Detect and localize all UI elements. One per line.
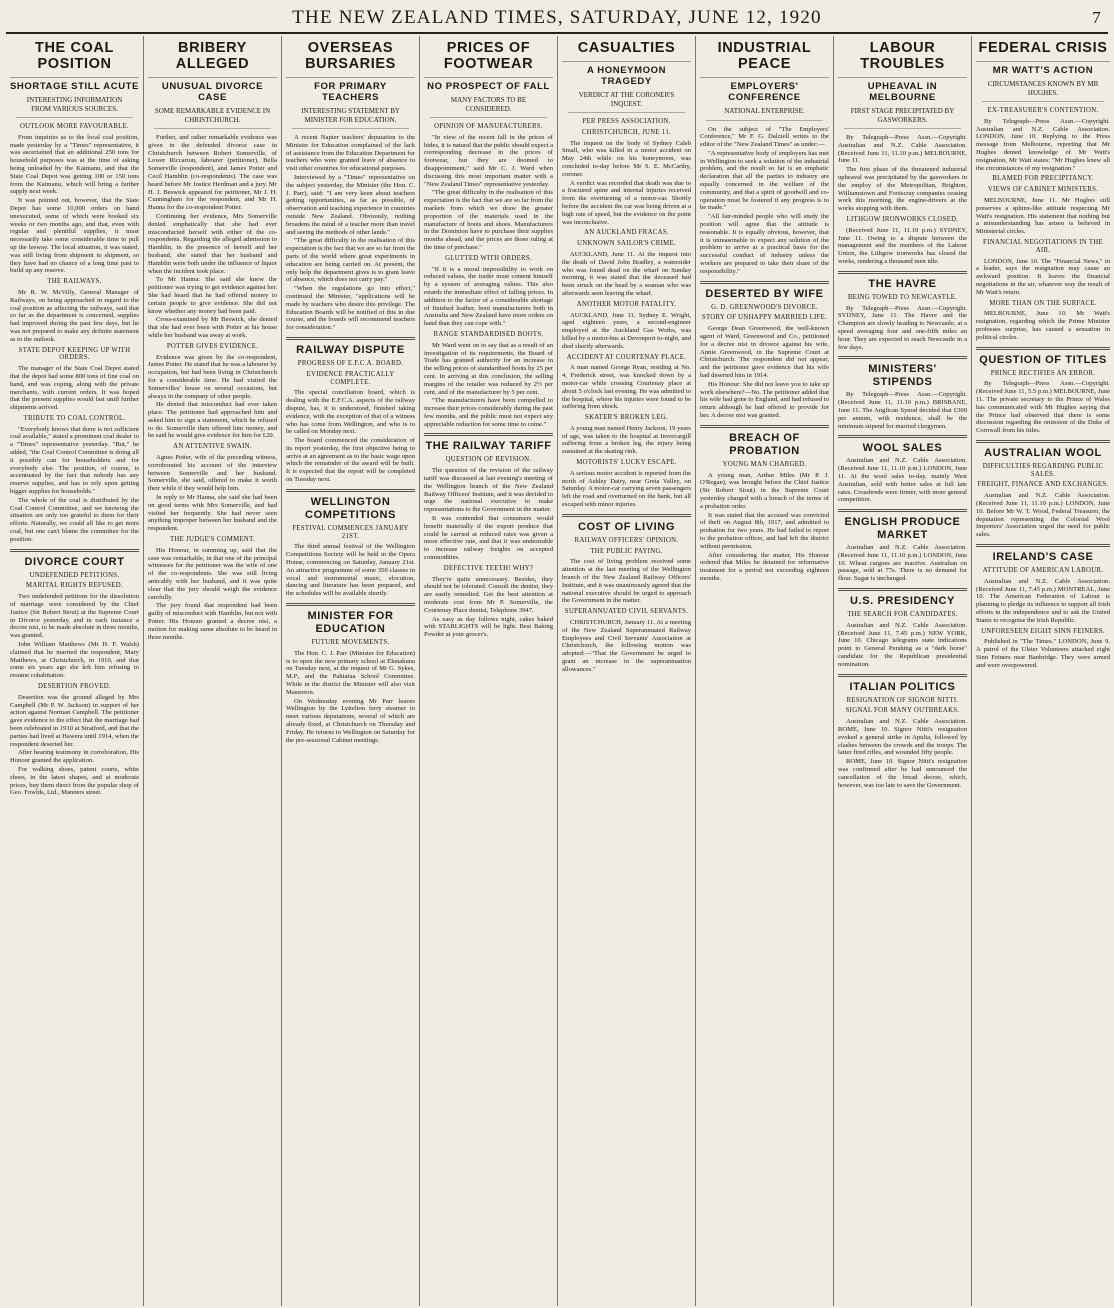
article-headline: AUSTRALIAN WOOL (984, 446, 1102, 459)
article-paragraph: Mr R. W. McVilly, General Manager of Railways, on being approached in regard to the coal position as affecting the railways, said that so far as the department is concerned, supplies had improved during the past few days, but he was not prepared to make any definite statement as to the outlook. (10, 288, 139, 343)
article-paragraph: Evidence was given by the co-respondent, James Potter. He stated that he was a labourer by occupation, but had been living in Christchurch for a considerable time. He had visited the Somervilles' house on several occasions, but always in the company of other people. (148, 353, 277, 400)
article-paragraph: Australian and N.Z. Cable Association. (Received June 11, 7.45 p.m.) NEW YORK, June 10. Chicago telegrams state indications point to General Pershing as a "dark horse" candidate for the Republican presidential nomination. (838, 621, 967, 668)
article-paragraph: By Telegraph—Press Assn.—Copyright. (Received June 11, 5.5 p.m.) MELBOURNE, June 11. The private secretary to the Prince of Wales has communicated with Mr Hughes saying that the Prince had observed that there is some discussion regarding the omission of the Duke of Cornwall from his titles. (976, 380, 1110, 435)
article-paragraph: "When the regulations go into effect," continued the Minister, "applications will be made by teachers who desire this privilege. The Education Boards will be notified of this in due course, and the boards will recommend teachers for consideration." (286, 285, 415, 332)
article-paragraph: The cost of living problem received some attention at the last meeting of the Wellington branch of the New Zealand Railway Officers' Institute, and it was unanimously agreed that the national executive should be urged to approach the Government in the matter. (562, 558, 691, 605)
article-paragraph: Cross-examined by Mr Beswick, she denied that she had ever been with Potter at his house while her husband was away at work. (148, 316, 277, 339)
column-6 (696, 36, 834, 1306)
article-paragraph: The special conciliation board, which is dealing with the E.F.C.A. aspects of the railway dispute, has, it is understood, finished taking evidence, with the exception of that of a witness who has come from Wellington, and who is to be called on Monday next. (286, 389, 415, 436)
article-headline: RAILWAY DISPUTE (296, 343, 405, 356)
article-headline: CASUALTIES (562, 40, 691, 62)
column-rule (562, 514, 691, 517)
section-label: AN ATTENTIVE SWAIN. (173, 443, 252, 451)
article-paragraph: Desertion was the ground alleged by Mrs Campbell (Mr P. W. Jackson) in support of her action against Norman Campbell. The petitioner gave evidence to the effect that the marriage had been celebrated in 1910 at Stratford, and that the parties had lived at Hawera until 1914, when the respondent deserted her. (10, 693, 139, 748)
column-rule (838, 674, 967, 677)
article-headline: IRELAND'S CASE (992, 551, 1094, 564)
section-label: GLUTTED WITH ORDERS. (445, 254, 532, 262)
column-rule (424, 433, 553, 436)
article-headline: THE HAVRE (868, 277, 937, 290)
section-label: PER PRESS ASSOCIATION. (582, 118, 671, 125)
article-paragraph: LONDON, June 10. The "Financial News," in a leader, says the resignation may cause an awkward position. It leaves the financial negotiations in the air, whatever way the result of Mr Watt's return. (976, 257, 1110, 296)
article-paragraph: The whole of the coal is distributed by the Coal Control Committee, and we knowing the situation are only too grateful to them for their efforts. Naturally, we could all like to get more coal, but one can't blame the committee for the position. (10, 496, 139, 543)
article-paragraph: After hearing testimony in corroboration, His Honour granted the application. (10, 749, 139, 765)
article-paragraph: Australian and N.Z. Cable Association. (Received June 11, 11.10 p.m.) LONDON, June 11. At the wool sales to-day, mainly West Australian, sold with better sales at full late rates. Crossbreds were firmer, with more general competition. (838, 457, 967, 504)
article-paragraph: A serious motor accident is reported from the north of Ashley Dairy, near Greta Valley, on Saturday. A motor-car carrying seven passengers left the road and overturned on the bank, but all escaped with minor injuries. (562, 469, 691, 509)
article-paragraph: His Honour: She did not leave you to take up work elsewhere?—No. The petitioner added that his wife had gone to England, and had refused to return although he had offered to provide for her. A decree nisi was granted. (700, 380, 829, 419)
article-paragraph: MELBOURNE, June 11. Mr Hughes still preserves a sphinx-like attitude respecting Mr Watt's resignation. His statement that nothing but a misunderstanding has arisen is believed in Ministerial circles. (976, 196, 1110, 236)
article-paragraph: A verdict was recorded that death was due to a fractured spine and internal injuries received from the overturning of a motor-car. Shortly before the accident the car was being driven at a high rate of speed, but the evidence on the point was inconclusive. (562, 179, 691, 226)
article-paragraph: AUCKLAND, June 11. Sydney E. Wright, aged eighteen years, a second-engineer employed at the Auckland Gas Works, was killed by a motor-bus at Devonport to-night, and died shortly afterwards. (562, 311, 691, 350)
column-rule (976, 544, 1110, 547)
article-headline: DIVORCE COURT (24, 555, 125, 568)
article-paragraph: John William Matthews (Mr H. F. Walsh) claimed that he married the respondent, Mary Matthews, at Christchurch, in 1910, and that some six years ago she left him refusing to resume cohabitation. (10, 641, 139, 680)
section-label: BLAMED FOR PRECIPITANCY. (992, 175, 1094, 183)
article-paragraph: Mr Ward went on to say that as a result of an investigation of its requirements, the Board of Trade has granted authority for an increase in the selling prices of standardised boots by 25 per cent. In arriving at this conclusion, the selling margins of the retailer was reduced by 2½ per cent, and of the manufacturer by 5 per cent. (424, 341, 553, 396)
section-label: UNFORESEEN EIGHT SINN FEINERS. (981, 627, 1105, 635)
column-rule (838, 588, 967, 591)
article-paragraph: Continuing her evidence, Mrs Somerville denied emphatically that she had ever misconducted herself with either of the co-respondents. Regarding the alleged admission to Hamblin, in the presence of herself and her husband, she stated that her husband and Hamblin were both under the influence of liquor when the incident took place. (148, 212, 277, 275)
article-paragraph: A man named George Ryan, residing at No. 4, Frederick street, was knocked down by a motor-car while crossing Courtenay place at about 5 o'clock last evening. He was admitted to the hospital, where his injuries were found to be suffering from shock. (562, 364, 691, 411)
article-paragraph: It was pointed out, however, that the State Depot has some 10,000 orders on hand unexecuted, some of which were booked six weeks or two months ago, and that, even with regular and plentiful supplies, it must necessarily take some considerable time to pull up the leeway. The local situation, it was stated, was still living from shipment to shipment, so they have had no chance of a long time past to build up any reserve. (10, 197, 139, 275)
column-rule (838, 271, 967, 274)
article-subheadline: EMPLOYERS' CONFERENCE (728, 81, 801, 103)
column-7 (834, 36, 972, 1306)
column-rule (976, 347, 1110, 350)
article-paragraph: After considering the matter, His Honour ordered that Miles be detained for reformative treatment for a period not exceeding eighteen months. (700, 551, 829, 582)
column-rule (286, 603, 415, 606)
article-headline: FEDERAL CRISIS (976, 40, 1110, 62)
column-rule (838, 356, 967, 359)
column-rule (976, 440, 1110, 443)
article-paragraph: By Telegraph—Press Assn.—Copyright. SYDNEY, June 11. The Havre and the Champion are slowly heading to Newcastle, at a speed averaging four and one-fifth miles an hour. They are expected to reach Newcastle in a few days. (838, 304, 967, 351)
masthead (6, 4, 1108, 34)
column-rule (700, 281, 829, 284)
article-deck: FIRST STAGE PRECIPITATED BY GASWORKERS. (844, 107, 961, 129)
article-headline: INDUSTRIAL PEACE (700, 40, 829, 78)
section-label: THE PUBLIC PAYING. (590, 547, 663, 555)
article-paragraph: By Telegraph—Press Assn.—Copyright. (Received June 11, 11.10 p.m.) BRISBANE, June 11. The Anglican Synod decided that £300 per annum, with residence, shall be the minimum stipend for married clergymen. (838, 391, 967, 430)
section-label: MOTORISTS' LUCKY ESCAPE. (576, 459, 677, 467)
article-paragraph: The board commenced the consideration of its report yesterday, the first objective being to arrive at an agreement as to the basic wage upon which the remainder of the award will be built. It is expected that the report will be completed on Tuesday next. (286, 437, 415, 484)
article-paragraph: The Hon. C. J. Parr (Minister for Education) is to open the new primary school at Eketahuna on Tuesday next, at the request of Mr G. Sykes, M.P., and the Pahiatua School Committee. While in the district the Minister will also visit Masterton. (286, 649, 415, 696)
section-label: FESTIVAL COMMENCES JANUARY 21ST. (292, 524, 409, 540)
article-headline: ITALIAN POLITICS (849, 680, 956, 693)
section-label: LITHGOW IRONWORKS CLOSED. (846, 215, 959, 223)
article-subheadline: A HONEYMOON TRAGEDY (586, 65, 667, 87)
article-paragraph: By Telegraph—Press Assn.—Copyright. Australian and N.Z. Cable Association. (Received June 11, 11.10 p.m.) MELBOURNE, June 11. (838, 134, 967, 165)
page-number: 7 (1092, 8, 1102, 27)
article-paragraph: A young man named Henry Jackson, 19 years of age, was taken to the hospital at Invercargill suffering from a broken leg, the injury being sustained at the skating rink. (562, 424, 691, 456)
article-paragraph: They're quite unnecessary. Besides, they should not be tolerated. Consult the dentist, they are easily remedied. Get the best attention at moderate cost from Mr P. Somerville, the Courtenay Place dentist, Telephone 3947. (424, 575, 553, 614)
article-paragraph: He denied that misconduct had ever taken place. The petitioner had approached him and asked him to sign a statement, which he refused to do. Somerville then offered him money, and he said he would give evidence for him for £20. (148, 401, 277, 440)
article-paragraph: "If it is a moral impossibility to work on reduced values, the trader must content himself by a system of averaging values. This also retards the immediate effect of falling prices. In addition to the factor of a considerable shortage of finished leather, boot manufacturers both in Australia and New Zealand have more orders on hand than they can cope with." (424, 265, 553, 328)
article-deck: INTERESTING STATEMENT BY MINISTER FOR EDUCATION. (292, 107, 409, 129)
section-label: UNKNOWN SAILOR'S CRIME. (577, 240, 676, 248)
article-headline: MINISTERS' STIPENDS (868, 363, 937, 389)
article-headline: WELLINGTON COMPETITIONS (305, 495, 396, 521)
column-rule (286, 489, 415, 492)
article-paragraph: The first phase of the threatened industrial upheaval was precipitated by the gasworkers in the employ of the Metropolitan, Brighton, Williamstown and Footscray companies ceasing work this morning, the engine-drivers at the works stopping with them. (838, 166, 967, 213)
article-headline: DESERTED BY WIFE (705, 287, 824, 300)
article-headline: MINISTER FOR EDUCATION (307, 610, 394, 636)
article-paragraph: Interviewed by a "Times" representative on the subject yesterday, the Minister (the Hon. C. J. Parr), said: "I am very keen about teachers getting opportunities, as far as possible, of observation and teaching experience in countries outside New Zealand. Obviously, nothing broadens the mind of a teacher more than travel and seeing the methods of other lands." (286, 173, 415, 236)
article-headline: U.S. PRESIDENCY (850, 595, 955, 608)
article-paragraph: "The manufacturers have been compelled to increase their prices considerably during the past few months, and the public must not expect any appreciable reduction for some time to come." (424, 397, 553, 428)
column-5 (558, 36, 696, 1306)
article-headline: ENGLISH PRODUCE MARKET (844, 516, 961, 542)
article-paragraph: Australian and N.Z. Cable Association. (Received June 11, 11.10 p.m.) LONDON, June 10. Before Mr W. T. Wood, Federal Treasurer, the deputation representing the Colonial Wool Importers' Association urged the need for public sales. (976, 492, 1110, 539)
article-headline: WOOL SALES (862, 442, 943, 455)
article-headline: COST OF LIVING (577, 520, 675, 533)
column-8 (972, 36, 1114, 1306)
article-paragraph: CHRISTCHURCH, January 11. At a meeting of the New Zealand Superannuated Railway Employees and Civil Servants' Association at Christchurch, the following motion was adopted:—"That the Government be urged to grant an increase in the superannuation allowances." (562, 619, 691, 673)
article-paragraph: "The great difficulty in the realisation of this expectation is the fact that we are so far from the parts of the world where great experiments in education are being carried on. At present, the only help the department gives is to grant leave of absence, which does not carry pay." (286, 237, 415, 284)
section-label: QUESTION OF REVISION. (445, 456, 532, 464)
article-headline: OVERSEAS BURSARIES (286, 40, 415, 78)
section-label: FUTURE MOVEMENTS. (311, 639, 390, 647)
article-headline: BREACH OF PROBATION (729, 431, 800, 457)
article-paragraph: By Telegraph—Press Assn.—Copyright. Australian and N.Z. Cable Association. LONDON, June 10. Replying to the Press message from Melbourne, reporting that Mr Hughes denied knowledge of Mr Watt's resignation, Mr Watt states: "Mr Hughes knew all the circumstances of my resignation." (976, 117, 1110, 172)
section-label: YOUNG MAN CHARGED. (722, 460, 807, 468)
section-label: FINANCIAL NEGOTIATIONS IN THE AIR. (983, 238, 1103, 254)
column-rule (10, 549, 139, 552)
article-paragraph: His Honour, in summing up, said that the case was remarkable, in that one of the principal witnesses for the petitioner was the wife of one of the co-respondents. She was still living amicably with her husband, and it was quite clear that the jury should weigh the evidence carefully. (148, 546, 277, 601)
article-subheadline: MR WATT'S ACTION (992, 65, 1094, 76)
article-paragraph: On the subject of "The Employers' Conference," Mr F. G. Dalziell writes to the editor of the "New Zealand Times" as under:— (700, 125, 829, 149)
section-label: STORY OF UNHAPPY MARRIED LIFE. (701, 314, 828, 322)
article-deck: NATIONAL ENTERPRISE. (706, 107, 823, 121)
article-paragraph: "The great difficulty in the realisation of this expectation is the fact that we are so far from the markets from which we draw the greater proportion of the materials used in the manufacture of boots and shoes. Manufacturers in the Dominion have to purchase their supplies months ahead, and the prices are those ruling at the time of purchase." (424, 189, 553, 251)
article-paragraph: To Mr Hanna: She said she knew the petitioner was trying to get evidence against her. She had heard that he had offered money to certain people to give evidence. She did not know whether any money had been paid. (148, 276, 277, 315)
section-label: PRINCE RECTIFIES AN ERROR. (990, 369, 1096, 377)
column-2 (144, 36, 282, 1306)
section-label: DEFECTIVE TEETH! WHY? (443, 564, 534, 572)
article-paragraph: The question of the revision of the railway tariff was discussed at last evening's meeting of the Wellington branch of the New Zealand Railway Officers' Institute, and it was decided to urge the national executive to make representations to the Government in the matter. (424, 467, 553, 514)
article-paragraph: For walking shoes, patent courts, white shoes, in the latest shapes, and at moderate prices, buy them direct from the popular shop of Geo. Fowlds, Ltd., Manners street. (10, 765, 139, 797)
section-label: THE JUDGE'S COMMENT. (169, 536, 256, 544)
section-label: ANOTHER MOTOR FATALITY. (576, 300, 677, 308)
article-paragraph: "Everybody knows that there is not sufficient coal available," stated a prominent coal dealer to a "Times" representative yesterday. "But," he added, "the Coal Control Committee is doing all it possibly can for householders and for everybody else. The position, of course, is accentuated by the fact that nobody has any reserve supplies, and has to rely upon getting bigger supplies for households." (10, 425, 139, 496)
section-label: OUTLOOK MORE FAVOURABLE. (19, 123, 130, 130)
article-paragraph: Agnes Potter, wife of the preceding witness, corroborated his account of the interview between Somerville and her husband. Somerville, she said, offered to make it worth their while if they would help him. (148, 454, 277, 493)
article-paragraph: It was contended that consumers would benefit materially if the export produce that could be carried at reduced rates was given a more effective rate, and that it was undesirable to increase railway freights on accepted commodities. (424, 515, 553, 562)
article-headline: THE RAILWAY TARIFF (425, 440, 552, 453)
article-paragraph: Australian and N.Z. Cable Association. ROME, June 10. Signor Nitti's resignation evoked a general strike in Apulia, followed by clashes between the crowds and the troops. The latter fired rifles, and wounded fifty people. (838, 718, 967, 757)
column-4 (420, 36, 558, 1306)
article-paragraph: The jury found that respondent had been guilty of misconduct with Hamblin, but not with Potter. His Honour granted a decree nisi, a motion for making same absolute to be heard in three months. (148, 602, 277, 641)
section-label: AN AUCKLAND FRACAS. (584, 229, 669, 237)
section-label: SIGNAL FOR MANY OUTBREAKS. (845, 707, 960, 715)
article-paragraph: George Dean Greenwood, the well-known agent of Ward, Greenwood and Co., petitioned for a decree nisi in divorce against his wife, Annie Greenwood, in the Supreme Court at Christchurch. The respondent did not appear, and the petitioner gave evidence that his wife had deserted him in 1914. (700, 325, 829, 380)
article-paragraph: "In view of the recent fall in the prices of hides, it is natural that the public should expect a corresponding decrease in the prices of footwear, but they are doomed to disappointment," said Mr C. J. Ward when discussing this most important matter with a "New Zealand Times" representative yesterday. (424, 133, 553, 188)
column-rule (700, 425, 829, 428)
article-paragraph: As easy as day follows night, cakes baked with STARLIGHTS will be light. Best Baking Powder at your grocer's. (424, 615, 553, 639)
article-deck: VERDICT AT THE CORONER'S INQUEST. (568, 91, 685, 113)
article-paragraph: A young man, Arthur Miles (Mr P. J. O'Regan), was brought before the Chief Justice (Sir Robert Stout) in the Supreme Court yesterday charged with a breach of the terms of a probation order. (700, 471, 829, 510)
article-paragraph: The third annual festival of the Wellington Competitions Society will be held in the Opera House, commencing on Saturday, January 21st. An attractive programme of some 350 classes in vocal and instrumental music, elocution, dancing and literature has been prepared, and the schedules will be available shortly. (286, 543, 415, 598)
article-subheadline: FOR PRIMARY TEACHERS (314, 81, 387, 103)
article-deck: INTERESTING INFORMATION FROM VARIOUS SOURCES. (16, 96, 133, 118)
article-paragraph: On Wednesday evening Mr Parr leaves Wellington by the Lyttelton ferry steamer to meet various deputations, several of which are already fixed, at Christchurch on Thursday and Friday. He returns to Wellington on Saturday for the pre-sessional Cabinet meetings. (286, 697, 415, 744)
article-deck: MANY FACTORS TO BE CONSIDERED. (430, 96, 547, 118)
section-label: DESERTION PROVED. (37, 683, 112, 690)
article-paragraph: (Received June 11, 11.10 p.m.) SYDNEY, June 11. Owing to a dispute between the management and the members of the Labour Union, the Lithgow ironworks has closed the works, rendering a thousand men idle. (838, 226, 967, 265)
article-paragraph: Further, and rather remarkable evidence was given in the defended divorce case in Christchurch between Robert Somerville, of Lower Riccarton, labourer (petitioner), Bella Somerville (respondent), and James Potter and Cecil Hamblin (co-respondents). The case was heard before Mr Justice Herdman and a jury. Mr H. J. Beswick appeared for petitioner, Mr J. H. Cunningham for the respondent, and Mr H. Hanna for the co-respondent Potter. (148, 134, 277, 212)
section-label: PROGRESS OF E.F.C.A. BOARD. (297, 359, 404, 367)
article-paragraph: Published in "The Times." LONDON, June 9. A patrol of the Ulster Volunteers attacked eight Sinn Feiners near Banbridge. They were armed and were overpowered. (976, 638, 1110, 669)
article-paragraph: "All fair-minded people who will study the position will agree that the attitude is reasonable. It is equally obvious, however, that it is unreasonable to expect any solution of the problem to arrive at a practical basis for the successful conduct of industry unless the workers are prepared to take their share of the responsibility." (700, 213, 829, 275)
article-paragraph: ROME, June 10. Signor Nitti's resignation was confirmed after he had announced the cancellation of the bread decree, which, however, was too late to save the Government. (838, 758, 967, 789)
article-subheadline: NO PROSPECT OF FALL (427, 81, 550, 92)
section-label: EX-TREASURER'S CONTENTION. (987, 107, 1099, 114)
section-label: THE SEARCH FOR CANDIDATES. (847, 611, 958, 619)
section-label: STATE DEPOT KEEPING UP WITH ORDERS. (18, 346, 131, 362)
section-label: THE RAILWAYS. (47, 278, 102, 286)
column-rule (838, 509, 967, 512)
section-label: RANGE STANDARDISED BOOTS. (433, 330, 544, 338)
article-paragraph: Australian and N.Z. Cable Association. (Received June 11, 11.10 p.m.) LONDON, June 10. Wheat cargoes are inactive. Australian on passage, sold at 77s. There is no demand for flour. Sugar is unchanged. (838, 544, 967, 583)
section-label: G. D. GREENWOOD'S DIVORCE. (711, 303, 818, 311)
section-label: CHRISTCHURCH, JUNE 11. (581, 128, 672, 136)
section-label: VIEWS OF CABINET MINISTERS. (987, 186, 1099, 194)
section-label: ACCIDENT AT COURTENAY PLACE. (566, 353, 687, 361)
article-headline: QUESTION OF TITLES (979, 353, 1107, 366)
columns-container (6, 36, 1108, 1306)
article-paragraph: The manager of the State Coal Depot stated that the depot had some 800 tons of fine coal on hand, and was coping, along with the private merchants, with current orders. It was hoped that the present supplies would last until further shipments arrived. (10, 365, 139, 412)
article-paragraph: The inquest on the body of Sydney Caleb Small, who was killed in a motor accident on May 24th while on his honeymoon, was concluded to-day before Mr S. E. McCarthy, coroner. (562, 139, 691, 178)
column-1 (6, 36, 144, 1306)
section-label: OPINION OF MANUFACTURERS. (434, 123, 543, 130)
section-label: ATTITUDE OF AMERICAN LABOUR. (982, 567, 1104, 575)
section-label: RAILWAY OFFICERS' OPINION. (574, 536, 679, 544)
article-subheadline: UNUSUAL DIVORCE CASE (161, 81, 264, 103)
section-label: MORE THAN ON THE SURFACE. (989, 299, 1097, 307)
article-paragraph: Two undefended petitions for the dissolution of marriage were considered by the Chief Justice (Sir Robert Stout) at the Supreme Court in Divorce yesterday, and in each instance a decree nisi, to be made absolute in three months, was granted. (10, 593, 139, 640)
article-headline: BRIBERY ALLEGED (148, 40, 277, 78)
article-paragraph: A recent Napier teachers' deputation to the Minister for Education complained of the lack of assistance from the Education Department for teachers who were granted leave of absence to visit other countries for educational purposes. (286, 134, 415, 173)
article-paragraph: From inquiries as to the local coal position, made yesterday by a "Times" representative, it was ascertained that an additional 250 tons for household purposes was at the time of asking being unloaded by the Kaimanu, and that the State Coal Depot was getting 100 or 150 tons from the Kaimanu, which will bring a further supply next week. (10, 133, 139, 196)
masthead-title: THE NEW ZEALAND TIMES, SATURDAY, JUNE 12, 1920 (292, 7, 822, 28)
article-deck: CIRCUMSTANCES KNOWN BY MR HUGHES. (982, 80, 1104, 102)
article-headline: THE COAL POSITION (10, 40, 139, 78)
section-label: SKATER'S BROKEN LEG. (585, 414, 668, 422)
column-rule (838, 435, 967, 438)
section-label: MARITAL RIGHTS REFUSED. (26, 582, 123, 590)
section-label: SUPERANNUATED CIVIL SERVANTS. (564, 608, 689, 616)
section-label: RESIGNATION OF SIGNOR NITTI. (846, 696, 959, 704)
article-paragraph: Australian and N.Z. Cable Association. (Received June 11, 7.45 p.m.) MONTREAL, June 10. The American Federation of Labour is planning to pledge its influence to support all Irish efforts in the independence and to ask the United States to recognise the Irish Republic. (976, 577, 1110, 624)
article-headline: PRICES OF FOOTWEAR (424, 40, 553, 78)
section-label: TRIBUTE TO COAL CONTROL. (23, 414, 126, 422)
column-rule (286, 337, 415, 340)
column-3 (282, 36, 420, 1306)
article-paragraph: "A representative body of employers has met in Wellington to seek a solution of the industrial problem, and the result so far is an emphatic declaration that all the parties to industry are equally concerned in the welfare of the community, and that a spirit of goodwill and co-operation must be fostered if any progress is to be made." (700, 149, 829, 212)
section-label: FREIGHT, FINANCE AND EXCHANGES. (977, 481, 1109, 489)
article-deck: SOME REMARKABLE EVIDENCE IN CHRISTCHURCH. (154, 107, 271, 129)
section-label: UNDEFENDED PETITIONS. (29, 571, 120, 579)
section-label: EVIDENCE PRACTICALLY COMPLETE. (306, 370, 395, 386)
section-label: DIFFICULTIES REGARDING PUBLIC SALES. (982, 462, 1104, 478)
article-paragraph: In reply to Mr Hanna, she said she had been on good terms with Mrs Somerville, and had visited her frequently. She had never seen anything improper between her husband and the respondent. (148, 494, 277, 533)
article-paragraph: AUCKLAND, June 11. At the inquest into the death of David John Bradley, a watersider who was found dead on the wharf on Sunday morning, it was stated that the deceased had been struck on the head by a seaman who was afterwards seen leaving the wharf. (562, 250, 691, 297)
article-paragraph: MELBOURNE, June 10. Mr Watt's resignation, regarding which the Prime Minister professes surprise, has caused a sensation in political circles. (976, 310, 1110, 341)
section-label: BEING TOWED TO NEWCASTLE. (847, 293, 958, 301)
article-headline: LABOUR TROUBLES (838, 40, 967, 78)
article-subheadline: UPHEAVAL IN MELBOURNE (867, 81, 938, 103)
article-paragraph: It was stated that the accused was convicted of theft on August 8th, 1917, and admitted to probation for two years. He had failed to report to the probation officer, and had left the district without permission. (700, 511, 829, 550)
section-label: POTTER GIVES EVIDENCE. (166, 342, 259, 350)
article-subheadline: SHORTAGE STILL ACUTE (10, 81, 139, 92)
